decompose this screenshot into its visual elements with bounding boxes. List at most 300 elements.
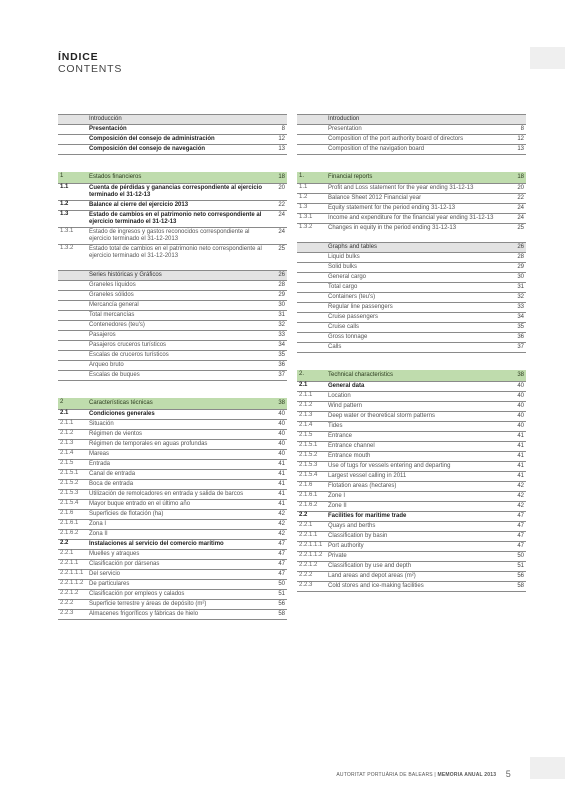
entry-page: 58 <box>517 583 524 589</box>
entry-label: Private <box>328 553 347 559</box>
entry-label: Superficies de flotación (ha) <box>89 511 164 517</box>
entry-number: 2.1.2 <box>60 430 74 436</box>
toc-entry[interactable] <box>297 491 526 501</box>
entry-page: 25 <box>278 246 285 252</box>
entry-label: Deep water or theoretical storm patterns <box>328 413 436 419</box>
entry-label: Quays and berths <box>328 523 376 529</box>
entry-page: 29 <box>517 264 524 270</box>
entry-number <box>58 371 89 380</box>
entry-label: Muelles y atraques <box>89 551 140 557</box>
toc-entry[interactable] <box>297 134 526 144</box>
entry-number: 2.1.5.3 <box>299 462 318 468</box>
entry-page: 40 <box>278 441 285 447</box>
entry-label: Land areas and depot areas (m²) <box>328 573 416 579</box>
toc-entry[interactable] <box>58 549 287 559</box>
entry-number: 2.1 <box>60 410 69 416</box>
entry-number: 1.1 <box>299 184 308 190</box>
entry-number: 2.1.5.2 <box>60 480 79 486</box>
entry-number: 2.1.4 <box>299 422 313 428</box>
group-heading-row[interactable] <box>297 114 526 124</box>
entry-label: Equity statement for the period ending 31-12-13 <box>328 205 456 211</box>
entry-page: 35 <box>278 352 285 358</box>
entry-number: 2.1.6.1 <box>60 520 79 526</box>
entry-page: 41 <box>517 433 524 439</box>
toc-entry[interactable] <box>297 461 526 471</box>
entry-number: 2.2 <box>299 512 308 518</box>
toc-entry[interactable] <box>58 439 287 449</box>
entry-page: 20 <box>517 185 524 191</box>
entry-label: Financial reports <box>328 174 373 180</box>
entry-number <box>58 301 89 310</box>
entry-label: Largest vessel calling in 2011 <box>328 473 407 479</box>
entry-page: 18 <box>278 174 285 180</box>
entry-page: 40 <box>278 421 285 427</box>
entry-page: 40 <box>278 431 285 437</box>
toc-entry[interactable] <box>297 282 526 292</box>
entry-number: 2.1.3 <box>60 440 74 446</box>
entry-label: Graphs and tables <box>328 244 378 250</box>
entry-number: 2.2.1.1.2 <box>60 580 84 586</box>
toc-entry[interactable] <box>297 531 526 541</box>
entry-page: 47 <box>278 551 285 557</box>
toc-entry[interactable] <box>297 581 526 592</box>
entry-number: 2.1.4 <box>60 450 74 456</box>
entry-label: Cold stores and ice-making facilities <box>328 583 424 589</box>
toc-entry[interactable] <box>58 579 287 589</box>
entry-page <box>502 115 526 124</box>
entry-label: Entrance <box>328 433 353 439</box>
entry-page: 41 <box>278 461 285 467</box>
entry-label: Tides <box>328 423 343 429</box>
entry-page: 47 <box>517 523 524 529</box>
entry-page: 37 <box>517 344 524 350</box>
entry-number: 2. <box>299 371 305 377</box>
entry-page: 22 <box>278 202 285 208</box>
toc-entry[interactable] <box>297 272 526 282</box>
group-heading-row[interactable] <box>58 114 287 124</box>
entry-label: Régimen de temporales en aguas profundas <box>89 441 208 447</box>
entry-number <box>58 125 89 134</box>
entry-label: Mayor buque entrado en el último año <box>89 501 191 507</box>
entry-number <box>297 343 328 352</box>
entry-page: 50 <box>278 581 285 587</box>
entry-label: Port authority <box>328 543 364 549</box>
toc-entry[interactable] <box>297 312 526 322</box>
entry-page: 33 <box>278 332 285 338</box>
entry-label: Características técnicas <box>89 400 153 406</box>
entry-number: 2.2.3 <box>299 582 313 588</box>
entry-page: 20 <box>278 185 285 191</box>
entry-label: Pasajeros cruceros turísticos <box>89 342 167 348</box>
toc-entry[interactable] <box>58 509 287 519</box>
entry-page: 36 <box>278 362 285 368</box>
entry-label: Zona I <box>89 521 107 527</box>
toc-entry[interactable] <box>297 262 526 272</box>
entry-label: Cuenta de pérdidas y ganancias correspondiente al ejercicio terminado el 31-12-13 <box>89 185 263 198</box>
entry-number <box>58 115 89 124</box>
toc-entry[interactable] <box>58 529 287 539</box>
toc-entry[interactable] <box>58 499 287 509</box>
entry-number: 2.2.1 <box>60 550 74 556</box>
page-tab-top <box>530 47 565 69</box>
toc-entry[interactable] <box>58 519 287 529</box>
entry-page: 40 <box>517 383 524 389</box>
entry-label: Location <box>328 393 351 399</box>
entry-number: 2.2.1.2 <box>299 562 318 568</box>
entry-number: 2.2.1.1.2 <box>299 552 323 558</box>
toc-entry[interactable] <box>297 193 526 203</box>
entry-page: 24 <box>278 229 285 235</box>
entry-page: 18 <box>517 174 524 180</box>
toc-entry[interactable] <box>58 144 287 155</box>
toc-entry[interactable] <box>58 227 287 244</box>
entry-page: 47 <box>517 533 524 539</box>
entry-number: 2.2 <box>60 540 69 546</box>
entry-number: 2.1.5.2 <box>299 452 318 458</box>
toc-entry[interactable] <box>58 539 287 549</box>
section-spacer <box>58 155 287 172</box>
toc-entry[interactable] <box>58 409 287 419</box>
entry-number: 1.3 <box>60 211 69 217</box>
entry-label: Calls <box>328 344 342 350</box>
entry-page <box>263 115 287 124</box>
entry-label: Escalas de cruceros turísticos <box>89 352 169 358</box>
index-header <box>58 51 122 75</box>
footer-report-title: MEMORIA ANUAL 2013 <box>437 772 497 778</box>
entry-page: 42 <box>517 493 524 499</box>
group-heading-row[interactable] <box>297 242 526 252</box>
toc-entry[interactable] <box>58 330 287 340</box>
entry-page: 47 <box>278 571 285 577</box>
entry-number: 2.2.3 <box>60 610 74 616</box>
toc-entry[interactable] <box>58 599 287 609</box>
toc-entry[interactable] <box>58 469 287 479</box>
entry-label: Almacenes frigoríficos y fábricas de hielo <box>89 611 199 617</box>
entry-label: Wind pattern <box>328 403 363 409</box>
entry-number: 1 <box>60 173 64 179</box>
spanish-index-column <box>58 114 287 620</box>
entry-label: General cargo <box>328 274 367 280</box>
section-spacer <box>58 261 287 270</box>
group-heading-row[interactable] <box>58 270 287 280</box>
toc-entry[interactable] <box>58 459 287 469</box>
toc-entry[interactable] <box>297 501 526 511</box>
entry-number <box>297 243 328 252</box>
entry-page: 40 <box>517 403 524 409</box>
entry-number: 2.2.1.1 <box>299 532 318 538</box>
section-spacer <box>297 353 526 370</box>
contents-subtitle: CONTENTS <box>58 63 123 75</box>
footer-organization: AUTORITAT PORTUÀRIA DE BALEARS <box>336 772 433 778</box>
toc-entry[interactable] <box>58 210 287 227</box>
entry-label: Cruise calls <box>328 324 360 330</box>
section-heading-row[interactable] <box>58 172 287 183</box>
toc-entry[interactable] <box>297 322 526 332</box>
toc-entry[interactable] <box>58 489 287 499</box>
entry-number: 2.1.6 <box>60 510 74 516</box>
entry-label: Zone II <box>328 503 347 509</box>
toc-entry[interactable] <box>297 481 526 491</box>
entry-label: Composición del consejo de navegación <box>89 146 206 152</box>
entry-label: Introducción <box>89 116 122 122</box>
entry-label: Mareas <box>89 451 110 457</box>
entry-number: 2.1.1 <box>60 420 74 426</box>
section-heading-row[interactable] <box>297 370 526 381</box>
entry-number: 1. <box>299 173 305 179</box>
entry-page: 34 <box>278 342 285 348</box>
entry-page: 40 <box>278 411 285 417</box>
toc-entry[interactable] <box>297 332 526 342</box>
toc-entry[interactable] <box>58 183 287 200</box>
entry-number: 1.3 <box>299 204 308 210</box>
toc-entry[interactable] <box>297 144 526 155</box>
toc-entry[interactable] <box>297 124 526 134</box>
entry-page: 41 <box>517 473 524 479</box>
entry-number <box>297 115 328 124</box>
entry-page: 51 <box>278 591 285 597</box>
entry-label: Changes in equity in the period ending 31-12-13 <box>328 225 457 231</box>
entry-number: 2.1.5.3 <box>60 490 79 496</box>
entry-label: Estado de ingresos y gastos reconocidos correspondiente al ejercicio terminado el 31-12-2013 <box>89 229 250 242</box>
entry-page: 28 <box>278 282 285 288</box>
entry-page: 41 <box>278 471 285 477</box>
entry-page: 41 <box>278 501 285 507</box>
entry-number <box>58 291 89 300</box>
entry-number <box>297 283 328 292</box>
entry-number: 2.2.1.2 <box>60 590 79 596</box>
toc-entry[interactable] <box>58 134 287 144</box>
entry-page: 12 <box>517 136 524 142</box>
entry-number <box>297 263 328 272</box>
entry-number: 2.1.5.1 <box>299 442 318 448</box>
toc-entry[interactable] <box>58 200 287 210</box>
entry-label: Classification by basin <box>328 533 388 539</box>
entry-label: Regular line passengers <box>328 304 393 310</box>
toc-entry[interactable] <box>58 244 287 261</box>
entry-page: 58 <box>278 611 285 617</box>
entry-label: Balance Sheet 2012 Financial year <box>328 195 422 201</box>
toc-entry[interactable] <box>297 471 526 481</box>
toc-entry[interactable] <box>58 370 287 381</box>
toc-entry[interactable] <box>58 320 287 330</box>
entry-number <box>58 271 89 280</box>
entry-label: De particulares <box>89 581 130 587</box>
entry-page: 47 <box>517 543 524 549</box>
entry-page: 47 <box>278 541 285 547</box>
toc-entry[interactable] <box>58 429 287 439</box>
toc-entry[interactable] <box>58 449 287 459</box>
toc-entry[interactable] <box>58 290 287 300</box>
entry-page: 50 <box>517 553 524 559</box>
page-tab-bottom <box>530 757 565 779</box>
toc-entry[interactable] <box>297 391 526 401</box>
entry-page: 24 <box>278 212 285 218</box>
entry-number: 1.1 <box>60 184 69 190</box>
page-footer <box>336 769 511 779</box>
footer-separator: | <box>434 772 436 778</box>
section-heading-row[interactable] <box>58 398 287 409</box>
entry-number <box>297 145 328 154</box>
entry-number: 2.2.1.1.1 <box>60 570 84 576</box>
entry-label: Series históricas y Gráficos <box>89 272 162 278</box>
entry-number: 2.1.3 <box>299 412 313 418</box>
entry-number <box>297 303 328 312</box>
entry-label: Solid bulks <box>328 264 358 270</box>
entry-label: Zone I <box>328 493 346 499</box>
entry-label: Condiciones generales <box>89 411 155 417</box>
english-contents-column <box>297 114 526 592</box>
entry-label: Estados financieros <box>89 174 142 180</box>
entry-page: 8 <box>520 126 524 132</box>
entry-page: 42 <box>278 521 285 527</box>
entry-page: 42 <box>278 531 285 537</box>
toc-entry[interactable] <box>297 441 526 451</box>
entry-number: 2.2.1.1 <box>60 560 79 566</box>
entry-number <box>297 253 328 262</box>
entry-number <box>58 281 89 290</box>
entry-page: 37 <box>278 372 285 378</box>
toc-entry[interactable] <box>58 589 287 599</box>
entry-page: 12 <box>278 136 285 142</box>
entry-label: Composition of the port authority board of directors <box>328 136 464 142</box>
toc-entry[interactable] <box>297 292 526 302</box>
toc-entry[interactable] <box>58 559 287 569</box>
entry-number <box>297 293 328 302</box>
entry-page: 33 <box>517 304 524 310</box>
toc-entry[interactable] <box>297 431 526 441</box>
toc-entry[interactable] <box>58 124 287 134</box>
toc-entry[interactable] <box>58 479 287 489</box>
entry-page: 38 <box>278 400 285 406</box>
entry-number <box>297 135 328 144</box>
entry-number <box>58 351 89 360</box>
toc-entry[interactable] <box>58 310 287 320</box>
toc-entry[interactable] <box>297 421 526 431</box>
entry-page: 31 <box>278 312 285 318</box>
entry-label: Utilización de remolcadores en entrada y salida de barcos <box>89 491 244 497</box>
toc-entry[interactable] <box>297 183 526 193</box>
entry-page: 41 <box>517 463 524 469</box>
entry-number: 2.1.6 <box>299 482 313 488</box>
entry-page: 8 <box>281 126 285 132</box>
entry-number: 2.1.5.4 <box>299 472 318 478</box>
toc-entry[interactable] <box>297 381 526 391</box>
entry-label: Entrance channel <box>328 443 375 449</box>
entry-number: 2.2.1.1.1 <box>299 542 323 548</box>
entry-number: 2.1.5 <box>60 460 74 466</box>
entry-number: 2.2.1 <box>299 522 313 528</box>
toc-entry[interactable] <box>58 569 287 579</box>
entry-page: 22 <box>517 195 524 201</box>
entry-page: 25 <box>517 225 524 231</box>
toc-entry[interactable] <box>58 419 287 429</box>
entry-label: Income and expenditure for the financial year ending 31-12-13 <box>328 215 494 221</box>
entry-number: 1.3.1 <box>60 228 74 234</box>
entry-page: 32 <box>278 322 285 328</box>
entry-page: 47 <box>278 561 285 567</box>
entry-label: Clasificación por empleos y calados <box>89 591 185 597</box>
toc-entry[interactable] <box>297 203 526 213</box>
entry-number <box>58 321 89 330</box>
entry-label: Containers (teu's) <box>328 294 376 300</box>
entry-page: 32 <box>517 294 524 300</box>
entry-label: Régimen de vientos <box>89 431 143 437</box>
toc-entry[interactable] <box>297 521 526 531</box>
toc-entry[interactable] <box>58 300 287 310</box>
entry-page: 42 <box>517 503 524 509</box>
toc-entry[interactable] <box>297 541 526 551</box>
toc-entry[interactable] <box>297 302 526 312</box>
toc-entry[interactable] <box>297 252 526 262</box>
entry-page: 56 <box>517 573 524 579</box>
toc-entry[interactable] <box>297 511 526 521</box>
entry-label: Facilities for maritime trade <box>328 513 407 519</box>
toc-entry[interactable] <box>58 609 287 620</box>
entry-label: Technical characteristics <box>328 372 394 378</box>
toc-entry[interactable] <box>297 223 526 233</box>
entry-number <box>297 333 328 342</box>
page-number: 5 <box>505 769 511 779</box>
entry-label: Contenedores (teu's) <box>89 322 145 328</box>
section-heading-row[interactable] <box>297 172 526 183</box>
toc-entry[interactable] <box>297 551 526 561</box>
toc-entry[interactable] <box>58 360 287 370</box>
entry-page: 41 <box>278 491 285 497</box>
toc-entry[interactable] <box>58 350 287 360</box>
entry-page: 13 <box>278 146 285 152</box>
entry-page: 40 <box>278 451 285 457</box>
entry-page: 56 <box>278 601 285 607</box>
entry-page: 13 <box>517 146 524 152</box>
entry-label: Introduction <box>328 116 360 122</box>
entry-number: 2.1.5.1 <box>60 470 79 476</box>
entry-label: Escalas de buques <box>89 372 140 378</box>
index-title: ÍNDICE <box>58 51 99 63</box>
entry-page: 41 <box>517 453 524 459</box>
entry-page: 29 <box>278 292 285 298</box>
entry-page: 26 <box>517 244 524 250</box>
toc-entry[interactable] <box>297 451 526 461</box>
entry-label: Total cargo <box>328 284 358 290</box>
entry-label: Classification by use and depth <box>328 563 412 569</box>
entry-page: 28 <box>517 254 524 260</box>
entry-label: Composición del consejo de administración <box>89 136 215 142</box>
entry-page: 51 <box>517 563 524 569</box>
entry-page: 30 <box>517 274 524 280</box>
entry-number <box>58 145 89 154</box>
entry-label: Cruise passengers <box>328 314 379 320</box>
entry-page: 24 <box>517 215 524 221</box>
entry-label: Estado total de cambios en el patrimonio neto correspondiente al ejercicio terminado el 31-12-2013 <box>89 246 262 259</box>
entry-label: Clasificación por dársenas <box>89 561 160 567</box>
toc-entry[interactable] <box>297 342 526 353</box>
entry-number: 1.3.2 <box>299 224 313 230</box>
entry-number: 1.2 <box>299 194 308 200</box>
toc-entry[interactable] <box>297 401 526 411</box>
entry-page: 47 <box>517 513 524 519</box>
toc-entry[interactable] <box>297 213 526 223</box>
entry-label: Graneles líquidos <box>89 282 136 288</box>
entry-page: 31 <box>517 284 524 290</box>
entry-label: Canal de entrada <box>89 471 136 477</box>
toc-entry[interactable] <box>58 280 287 290</box>
toc-entry[interactable] <box>297 571 526 581</box>
toc-entry[interactable] <box>297 411 526 421</box>
toc-entry[interactable] <box>58 340 287 350</box>
entry-page: 36 <box>517 334 524 340</box>
entry-page: 26 <box>278 272 285 278</box>
toc-entry[interactable] <box>297 561 526 571</box>
